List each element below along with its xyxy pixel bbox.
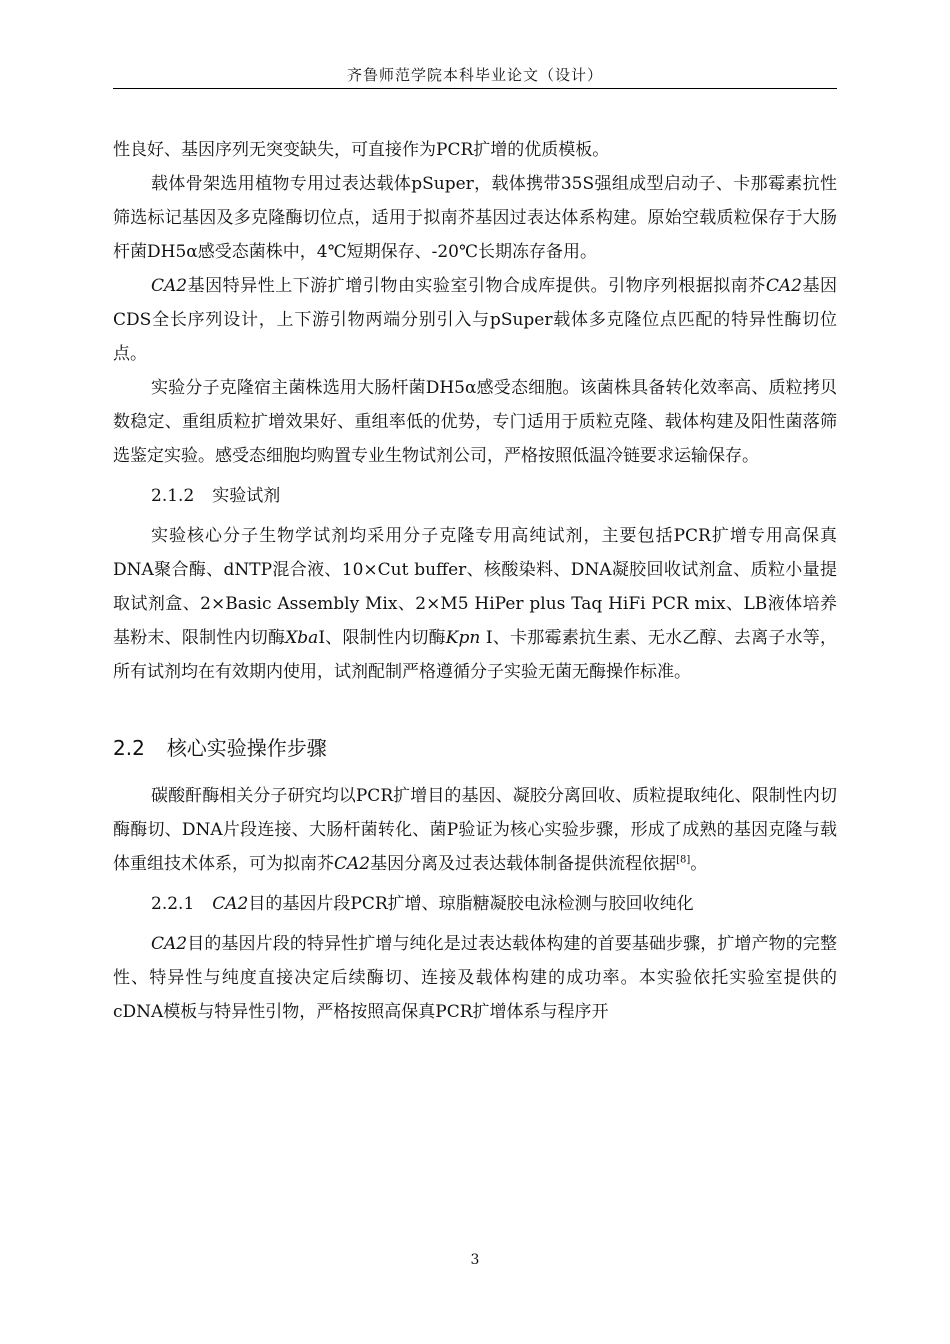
gene-name: CA2 (212, 894, 249, 914)
section-heading-2-2 (113, 731, 837, 765)
gene-name: CA2 (334, 854, 371, 874)
paragraph-text: 。 (690, 854, 708, 874)
page-body (113, 133, 837, 1029)
paragraph-host-strain: 实验分子克隆宿主菌株选用大肠杆菌DH5α感受态细胞。该菌株具备转化效率高、质粒拷贝数稳定、重组质粒扩增效果好、重组率低的优势，专门适用于质粒克隆、载体构建及阳性菌落筛选鉴定实验。感受态细胞均购置专业生物试剂公司，严格按照低温冷链要求运输保存。 (113, 378, 837, 466)
section-title: 核心实验操作步骤 (166, 736, 327, 760)
paragraph-text: I、卡那霉素抗生素、无水乙醇、去离子水等，所有试剂均在有效期内使用，试剂配制严格遵循分子实验无菌无酶操作标准。 (113, 628, 838, 682)
section-number: 2.2 (113, 736, 145, 760)
paragraph-primers (113, 269, 837, 371)
paragraph-pcr (113, 927, 837, 1029)
section-heading-2-2-1 (151, 887, 837, 921)
gene-name: CA2 (765, 276, 802, 296)
section-heading-2-1-2 (151, 479, 837, 513)
paragraph-text: 实验核心分子生物学试剂均采用分子克隆专用高纯试剂，主要包括PCR扩增专用高保真DNA聚合酶、dNTP混合液、10×Cut buffer、核酸染料、DNA凝胶回收试剂盒、质粒小量提取试剂盒、2×Basic Assembly Mix、2×M5 HiPer plus Taq HiFi PCR mix、LB液体培养基粉末、限制性内切酶 (113, 526, 837, 648)
section-title: 实验试剂 (212, 486, 281, 506)
section-title: 目的基因片段PCR扩增、琼脂糖凝胶电泳检测与胶回收纯化 (248, 894, 694, 914)
paragraph-text: 基因分离及过表达载体制备提供流程依据 (370, 854, 677, 874)
paragraph-text: 基因CDS全长序列设计，上下游引物两端分别引入与pSuper载体多克隆位点匹配的特异性酶切位点。 (113, 276, 838, 364)
gene-name: CA2 (151, 276, 188, 296)
running-header: 齐鲁师范学院本科毕业论文（设计） (346, 66, 603, 84)
paragraph-overview (113, 779, 837, 881)
enzyme-name: Kpn (445, 628, 481, 648)
paragraph-continuation: 性良好、基因序列无突变缺失，可直接作为PCR扩增的优质模板。 (113, 140, 610, 160)
gene-name: CA2 (151, 934, 188, 954)
enzyme-name: Xba (285, 628, 319, 648)
section-number: 2.1.2 (151, 486, 195, 506)
paragraph-text: 基因特异性上下游扩增引物由实验室引物合成库提供。引物序列根据拟南芥 (187, 276, 766, 296)
section-number: 2.2.1 (151, 894, 195, 914)
paragraph-text: 碳酸酐酶相关分子研究均以PCR扩增目的基因、凝胶分离回收、质粒提取纯化、限制性内切酶酶切、DNA片段连接、大肠杆菌转化、菌P验证为核心实验步骤，形成了成熟的基因克隆与载体重组技术体系，可为拟南芥 (113, 786, 837, 874)
paragraph-text: I、限制性内切酶 (318, 628, 446, 648)
paragraph-text: 目的基因片段的特异性扩增与纯化是过表达载体构建的首要基础步骤，扩增产物的完整性、特异性与纯度直接决定后续酶切、连接及载体构建的成功率。本实验依托实验室提供的cDNA模板与特异性引物，严格按照高保真PCR扩增体系与程序开 (113, 934, 837, 1022)
citation: [8] (676, 854, 691, 866)
paragraph-vector: 载体骨架选用植物专用过表达载体pSuper，载体携带35S强组成型启动子、卡那霉素抗性筛选标记基因及多克隆酶切位点，适用于拟南芥基因过表达体系构建。原始空载质粒保存于大肠杆菌DH5α感受态菌株中，4℃短期保存、-20℃长期冻存备用。 (113, 174, 837, 262)
header-rule (113, 88, 837, 89)
paragraph-reagents (113, 519, 837, 689)
page-number: 3 (470, 1252, 480, 1268)
